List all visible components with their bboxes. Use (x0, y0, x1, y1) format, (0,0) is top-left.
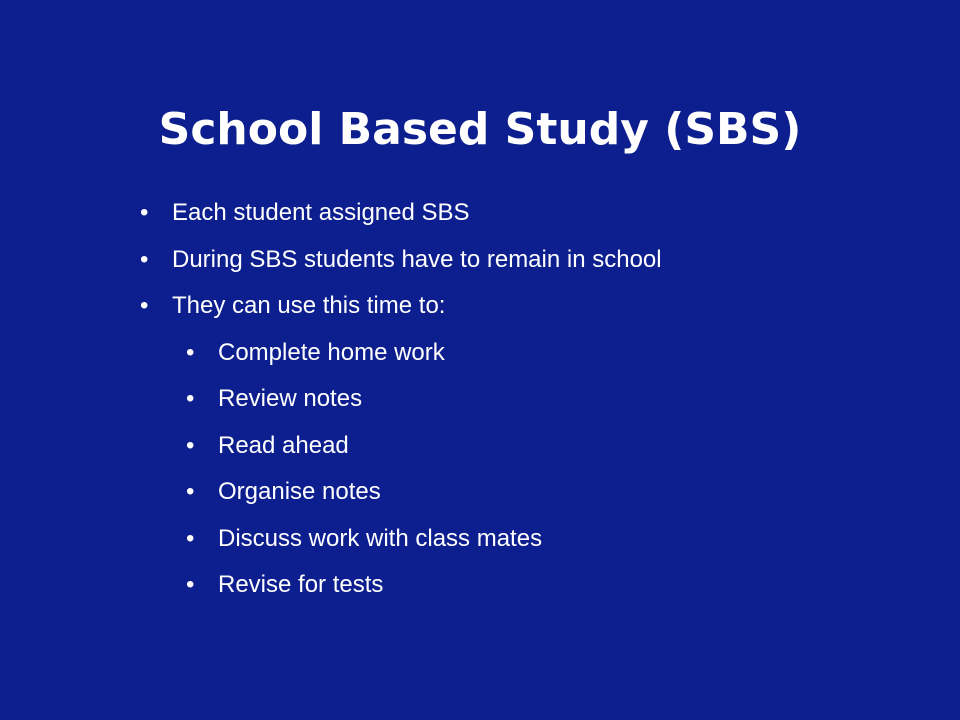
sub-bullet-item (0, 376, 960, 423)
sub-bullet-item (0, 423, 960, 470)
bullet-text: During SBS students have to remain in school (172, 245, 662, 273)
bullet-icon: • (140, 292, 149, 319)
bullet-icon: • (140, 245, 149, 273)
bullet-item (0, 190, 960, 237)
bullet-text: Review notes (218, 385, 363, 412)
bullet-list (0, 190, 960, 609)
bullet-item (0, 283, 960, 330)
bullet-icon: • (186, 385, 195, 412)
bullet-icon: • (186, 478, 195, 505)
bullet-text: Complete home work (218, 338, 445, 366)
bullet-icon: • (186, 338, 195, 366)
bullet-text: Revise for tests (218, 571, 384, 598)
bullet-item (0, 237, 960, 284)
bullet-text: Organise notes (218, 478, 381, 505)
bullet-icon: • (186, 431, 195, 459)
bullet-text: Read ahead (218, 431, 349, 459)
sub-bullet-item (0, 562, 960, 609)
slide-title: School Based Study (SBS) (158, 104, 802, 155)
bullet-icon: • (186, 524, 195, 552)
sub-bullet-item (0, 516, 960, 563)
bullet-text: Discuss work with class mates (218, 524, 543, 552)
bullet-text: They can use this time to: (172, 292, 446, 319)
sub-bullet-item (0, 469, 960, 516)
sub-bullet-item (0, 330, 960, 377)
bullet-icon: • (186, 571, 195, 598)
bullet-text: Each student assigned SBS (172, 199, 470, 226)
bullet-icon: • (140, 199, 149, 226)
